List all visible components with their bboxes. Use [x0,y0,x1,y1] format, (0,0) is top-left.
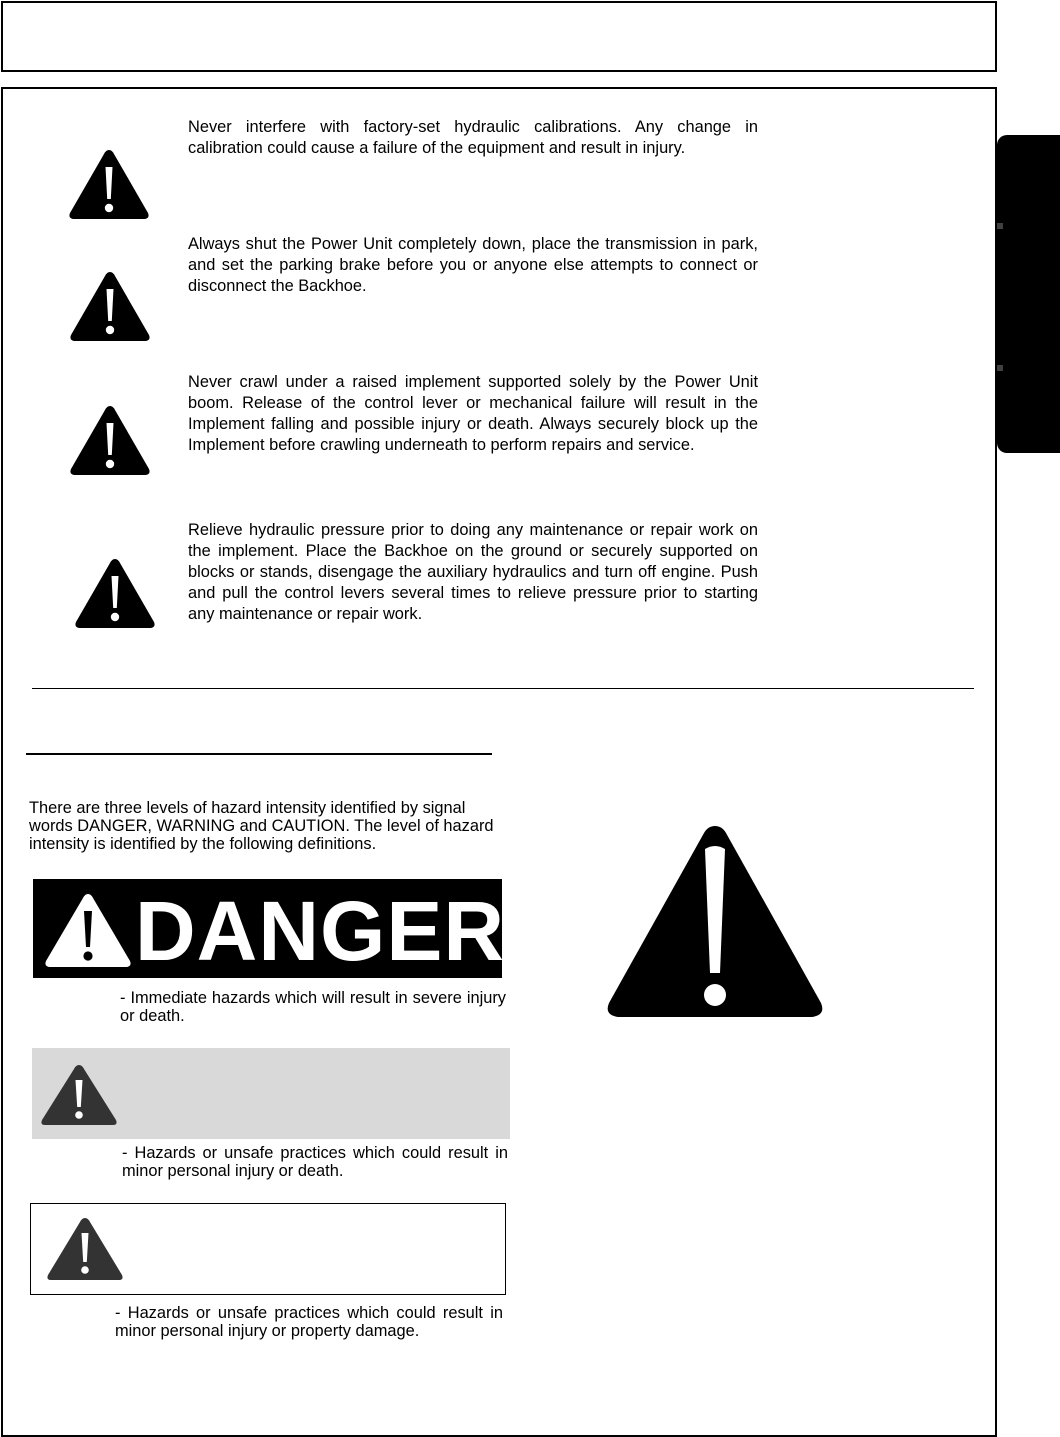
warning-triangle-icon [39,1063,119,1127]
warning-triangle-icon [67,147,151,221]
caution-definition-text: - Hazards or unsafe practices which could result in minor personal injury or property damage. [115,1304,503,1340]
danger-signal-banner [33,879,506,978]
warning-triangle-icon [68,269,152,343]
danger-definition [28,989,506,1025]
caution-signal-banner [30,1203,506,1295]
page-header-box [1,1,997,72]
hazard-levels-intro: There are three levels of hazard intensity identified by signal words DANGER, WARNING and CAUTION. The level of hazard intensity is identified by the following definitions. [29,799,494,853]
safety-rule-1-text: Never interfere with factory-set hydraulic calibrations. Any change in calibration could cause a failure of the equipment and result in injury. [188,118,758,157]
warning-triangle-icon [45,1216,125,1282]
danger-signal-word: DANGER [135,884,506,978]
warning-signal-banner [32,1048,510,1139]
danger-definition-text: - Immediate hazards which will result in severe injury or death. [120,989,506,1025]
safety-rule-2-text: Always shut the Power Unit completely down, place the transmission in park, and set the parking brake before you or anyone else attempts to connect or disconnect the Backhoe. [188,235,758,295]
safety-alert-symbol-icon [604,823,826,1021]
section-thumb-tab [997,135,1060,453]
heading-underline [26,753,492,755]
warning-definition [31,1144,508,1180]
safety-rule-4-text: Relieve hydraulic pressure prior to doing any maintenance or repair work on the implement. Place the Backhoe on the ground or securely supported on blocks or stands, disengage the auxiliary hydraulics and turn off engine. Push and pull the control levers several times to relieve pressure prior to starting any maintenance or repair work. [188,521,758,623]
warning-definition-text: - Hazards or unsafe practices which could result in minor personal injury or death. [122,1144,508,1180]
safety-rule-3-text: Never crawl under a raised implement supported solely by the Power Unit boom. Release of the control lever or mechanical failure will result in the Implement falling and possible injury or death. Always securely block up the Implement before crawling underneath to perform repairs and service. [188,373,758,454]
warning-triangle-icon [68,403,152,477]
warning-triangle-icon [43,891,133,969]
caution-definition [29,1304,503,1340]
warning-triangle-icon [73,556,157,630]
section-divider [32,688,974,689]
